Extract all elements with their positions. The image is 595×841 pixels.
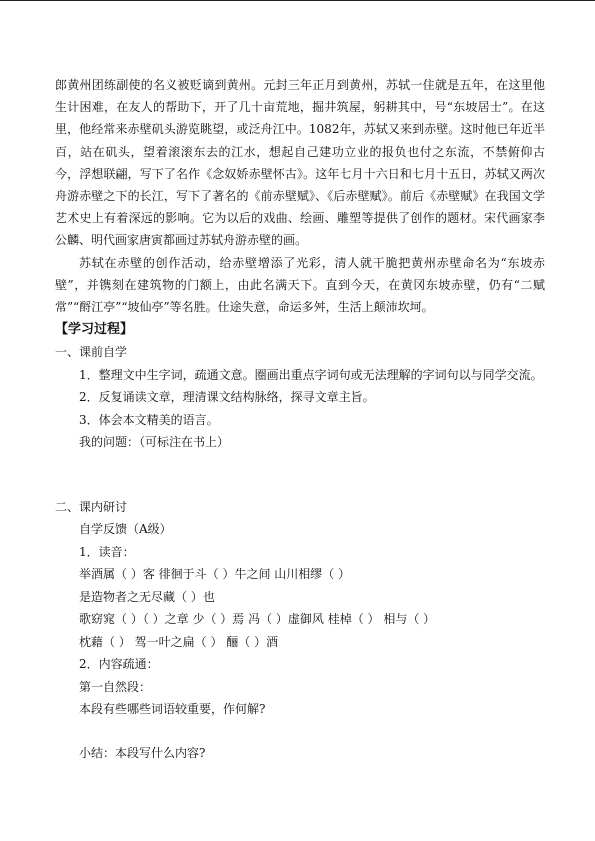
pronunciation-line-3: 歌窈窕（ ）（ ）之章 少（ ）焉 冯（ ）虚御风 桂棹（ ） 相与（ ） xyxy=(79,612,436,627)
spacer xyxy=(55,454,545,496)
background-paragraph-1: 郎黄州团练副使的名义被贬谪到黄州。元封三年正月到黄州，苏轼一住就是五年，在这里他生计困难，在友人的帮助下，开了几十亩荒地，掘井筑屋，躬耕其中，号“东坡居士”。在这里，他经常来赤壁矶头游览眺望，或泛舟江中。1082年，苏轼又来到赤壁。这时他已年近半百，站在矶头，望着滚滚东去的江水，想起自己建功立业的报负也付之东流，不禁俯仰古今，浮想联翩，写下了名作《念奴娇赤壁怀古》。这年七月十六日和七月十五日，苏轼又两次舟游赤壁之下的长江，写下了著名的《前赤壁赋》、《后赤壁赋》。前后《赤壁赋》在我国文学艺术史上有着深远的影响。它为以后的戏曲、绘画、雕塑等提供了创作的题材。宋代画家李公麟、明代画家唐寅都画过苏轼舟游赤壁的画。 xyxy=(55,78,545,248)
spacer xyxy=(55,721,545,742)
pre-class-item-2: 2．反复诵读文章，理清课文结构脉络，探寻文章主旨。 xyxy=(79,390,375,405)
pre-class-title: 一、课前自学 xyxy=(55,345,128,360)
pronunciation-title: 1．读音： xyxy=(79,544,135,559)
paragraph-one-label: 第一自然段： xyxy=(79,679,152,694)
my-questions: 我的问题：（可标注在书上） xyxy=(79,435,230,450)
top-rule xyxy=(0,0,595,1)
in-class-title: 二、课内研讨 xyxy=(55,499,128,514)
pre-class-item-3: 3．体会本文精美的语言。 xyxy=(79,412,219,427)
content-comprehension-title: 2．内容疏通： xyxy=(79,657,159,672)
pronunciation-line-1: 举酒属（ ）客 徘徊于斗（ ）牛之间 山川相缪（ ） xyxy=(79,567,351,582)
self-study-feedback: 自学反馈（A级） xyxy=(79,522,172,537)
pronunciation-line-2: 是造物者之无尽藏（ ）也 xyxy=(79,589,215,604)
pre-class-item-1: 1．整理文中生字词，疏通文意。圈画出重点字词句或无法理解的字词句以与同学交流。 xyxy=(79,367,543,382)
learning-process-heading: 【学习过程】 xyxy=(55,322,134,338)
paragraph-one-question: 本段有些哪些词语较重要，作何解? xyxy=(79,702,266,717)
summary-question: 小结：本段写什么内容? xyxy=(79,745,206,760)
pronunciation-line-4: 枕藉（ ） 驾一叶之扁（ ） 酾（ ）酒 xyxy=(79,634,279,649)
document-page xyxy=(55,74,545,764)
background-paragraph-2: 苏轼在赤壁的创作活动，给赤壁增添了光彩，清人就干脆把黄州赤壁命名为“东坡赤壁”，并镌刻在建筑物的门额上，由此名满天下。直到今天，在黄冈东坡赤壁，仍有“二赋常”“酹江亭”“坡仙亭”等名胜。仕途失意，命运多舛，生活上颠沛坎坷。 xyxy=(55,255,545,315)
